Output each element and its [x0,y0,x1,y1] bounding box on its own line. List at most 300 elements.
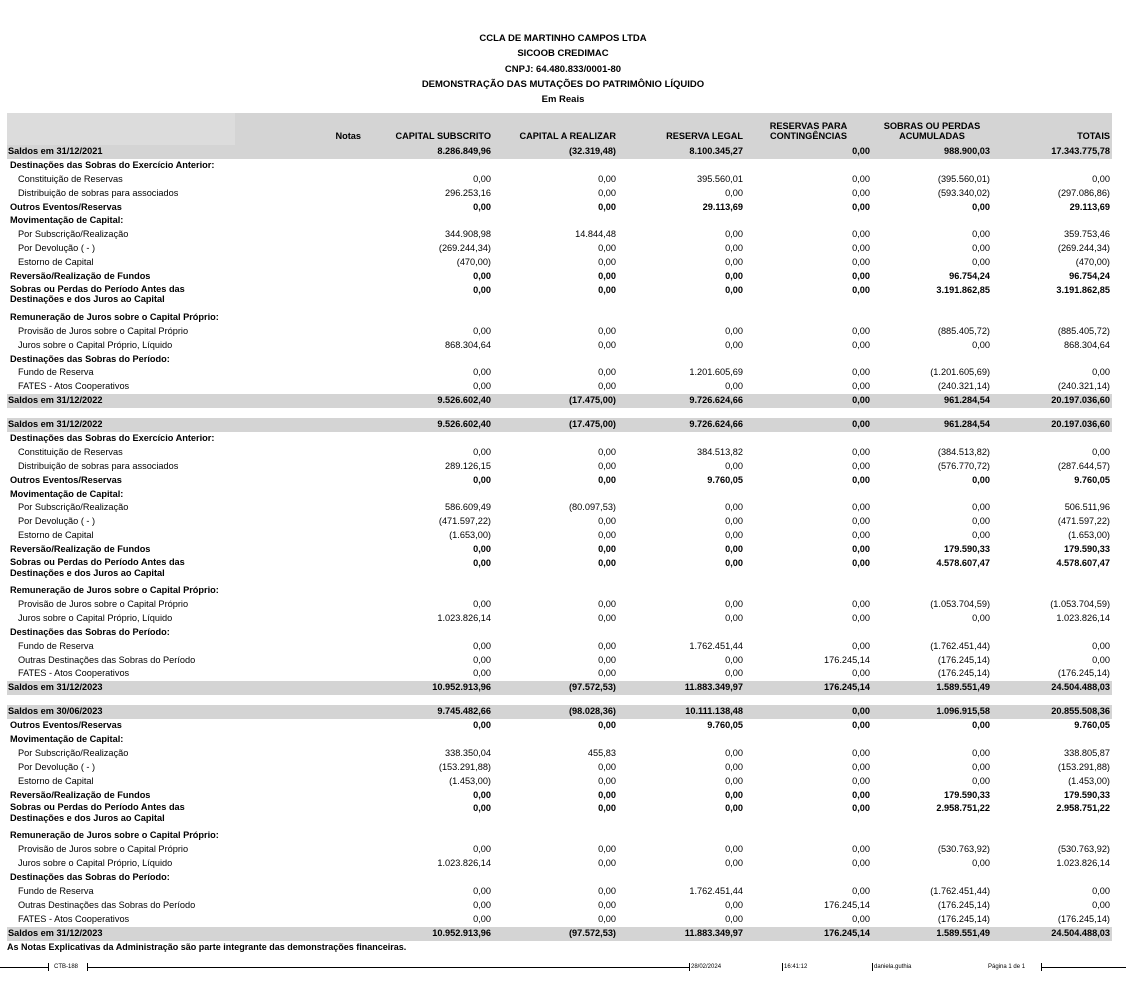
reservas-contingencias-cell: 0,00 [852,474,870,485]
capital-realizar-cell: (98.028,36) [493,705,618,719]
table-row [7,667,1112,681]
sobras-perdas-cell [872,159,992,173]
row-label: Saldos em 31/12/2022 [7,394,235,408]
reserva-legal-cell: 0,00 [725,598,743,609]
capital-realizar-cell: 0,00 [598,803,616,814]
sobras-perdas-cell: 0,00 [972,339,990,350]
row-label: Saldos em 31/12/2023 [7,681,235,695]
sobras-perdas-cell [872,871,992,885]
row-label: Por Subscrição/Realização [18,229,129,240]
notas-cell [235,843,363,857]
capital-realizar-cell: 0,00 [598,858,616,869]
sobras-perdas-cell [872,214,992,228]
row-label: FATES - Atos Cooperativos [18,381,130,392]
reservas-contingencias-cell: 0,00 [852,460,870,471]
reservas-contingencias-cell: 176.245,14 [824,654,870,665]
row-label: Movimentação de Capital: [10,488,124,499]
sobras-perdas-cell: 1.589.551,49 [872,681,992,695]
row-label: Saldos em 30/06/2023 [7,705,235,719]
row-label: Outros Eventos/Reservas [10,201,122,212]
section-row [7,488,1112,502]
notas-cell [235,270,363,284]
capital-realizar-cell: 0,00 [598,720,616,731]
sobras-perdas-cell [872,311,992,325]
notas-cell [235,214,363,228]
row-label: Destinações das Sobras do Período: [10,626,170,637]
reserva-legal-cell [618,159,745,173]
totais-cell: (176.245,14) [1057,913,1110,924]
reservas-contingencias-cell: 0,00 [852,271,870,282]
section-row [7,584,1112,598]
notas-cell [235,394,363,408]
spacer-cell [992,695,1112,705]
section-row [7,159,1112,173]
capital-subscrito-cell [363,311,493,325]
row-label: Por Subscrição/Realização [18,747,129,758]
row-label: Distribuição de sobras para associados [18,187,179,198]
totais-cell: (269.244,34) [1057,243,1110,254]
capital-realizar-cell: (97.572,53) [493,681,618,695]
sobras-perdas-cell: 2.958.751,22 [936,803,990,814]
table-body [7,145,1112,941]
footer-user: daniela.guthia [874,964,912,970]
capital-realizar-cell: 0,00 [598,243,616,254]
capital-subscrito-cell: 9.526.602,40 [363,394,493,408]
reservas-contingencias-cell [745,584,872,598]
column-header-sobras-perdas: SOBRAS OU PERDAS ACUMULADAS [872,113,992,145]
section-row [7,829,1112,843]
footer-rule [1042,967,1126,968]
capital-subscrito-cell [363,584,493,598]
capital-subscrito-cell: 0,00 [473,271,491,282]
capital-realizar-cell: (97.572,53) [493,927,618,941]
capital-realizar-cell: 0,00 [598,325,616,336]
reserva-legal-cell: 11.883.349,97 [618,927,745,941]
reservas-contingencias-cell: 0,00 [852,544,870,555]
totais-cell: 20.197.036,60 [992,418,1112,432]
spacer-cell [7,695,235,705]
table-row [7,256,1112,270]
notas-cell [235,705,363,719]
sobras-perdas-cell [872,733,992,747]
reserva-legal-cell: 395.560,01 [697,173,743,184]
reserva-legal-cell: 0,00 [725,530,743,541]
table-row [7,501,1112,515]
capital-realizar-cell [493,733,618,747]
row-label: Fundo de Reserva [18,367,94,378]
reserva-legal-cell: 9.760,05 [707,720,743,731]
report-header [0,31,1126,107]
reservas-contingencias-cell [745,432,872,446]
column-header-notas: Notas [235,113,363,145]
notas-cell [235,488,363,502]
reserva-legal-cell: 0,00 [725,339,743,350]
capital-subscrito-cell: 0,00 [473,913,491,924]
notas-cell [235,927,363,941]
row-label: Remuneração de Juros sobre o Capital Próprio: [10,311,219,322]
totais-cell: (176.245,14) [1057,668,1110,679]
footer-code: CTB-188 [54,964,79,970]
capital-subscrito-cell: 0,00 [473,899,491,910]
totais-cell: 338.805,87 [1064,747,1110,758]
section-row [7,626,1112,640]
sobras-perdas-cell: (176.245,14) [937,899,990,910]
capital-realizar-cell [493,829,618,843]
row-label: Remuneração de Juros sobre o Capital Próprio: [10,830,219,841]
reserva-legal-cell: 9.726.624,66 [618,418,745,432]
reserva-legal-cell: 0,00 [725,761,743,772]
capital-subscrito-cell [363,829,493,843]
capital-subscrito-cell: (471.597,22) [438,516,491,527]
reserva-legal-cell: 0,00 [725,460,743,471]
table-row [7,529,1112,543]
spacer-cell [235,408,363,418]
capital-realizar-cell: 14.844,48 [575,229,616,240]
reserva-legal-cell: 0,00 [725,271,743,282]
capital-realizar-cell: 0,00 [598,187,616,198]
capital-subscrito-cell: (1.653,00) [449,530,491,541]
notas-cell [235,640,363,654]
sobras-perdas-cell: 1.096.915,58 [872,705,992,719]
capital-subscrito-cell: (1.453,00) [449,775,491,786]
totais-cell: (470,00) [1075,257,1110,268]
notas-cell [235,681,363,695]
reservas-contingencias-cell: 0,00 [852,243,870,254]
row-label: Sobras ou Perdas do Período Antes das Destinações e dos Juros ao Capital [10,802,185,823]
row-label: Remuneração de Juros sobre o Capital Próprio: [10,585,219,596]
sobras-perdas-cell [872,626,992,640]
capital-realizar-cell: 0,00 [598,885,616,896]
notas-cell [235,789,363,803]
capital-subscrito-cell: 296.253,16 [445,187,491,198]
sobras-perdas-cell: (593.340,02) [937,187,990,198]
row-label: Movimentação de Capital: [10,215,124,226]
row-label: Juros sobre o Capital Próprio, Líquido [18,612,173,623]
capital-subscrito-cell: 0,00 [473,789,491,800]
row-label: Sobras ou Perdas do Período Antes das Destinações e dos Juros ao Capital [10,557,185,578]
capital-realizar-cell: 0,00 [598,460,616,471]
reservas-contingencias-cell: 0,00 [852,173,870,184]
notas-cell [235,557,363,584]
row-label: Provisão de Juros sobre o Capital Próprio [18,325,189,336]
table-row [7,325,1112,339]
notas-cell [235,159,363,173]
capital-subscrito-cell: 0,00 [473,367,491,378]
reserva-legal-cell: 0,00 [725,654,743,665]
reservas-contingencias-cell: 0,00 [852,612,870,623]
sobras-perdas-cell: 0,00 [972,502,990,513]
reservas-contingencias-cell: 0,00 [852,558,870,569]
notas-cell [235,366,363,380]
sobras-perdas-cell: (576.770,72) [937,460,990,471]
totais-cell: 29.113,69 [1069,201,1110,212]
cnpj: CNPJ: 64.480.833/0001-80 [504,63,622,75]
capital-subscrito-cell: 0,00 [473,381,491,392]
notas-cell [235,747,363,761]
capital-realizar-cell: 0,00 [598,201,616,212]
sobras-perdas-cell: 961.284,54 [872,418,992,432]
capital-subscrito-cell: 344.908,98 [445,229,491,240]
reservas-contingencias-cell: 0,00 [852,913,870,924]
table-row [7,761,1112,775]
capital-realizar-cell: 0,00 [598,640,616,651]
reserva-legal-cell [618,311,745,325]
capital-realizar-cell: 0,00 [598,668,616,679]
sobras-perdas-cell: (176.245,14) [937,654,990,665]
currency-unit: Em Reais [541,94,585,106]
sobras-perdas-cell: 0,00 [972,229,990,240]
notas-cell [235,829,363,843]
sobras-perdas-cell: 0,00 [972,720,990,731]
sobras-perdas-cell [872,829,992,843]
reservas-contingencias-cell: 0,00 [745,418,872,432]
table-row [7,789,1112,803]
spacer-cell [872,408,992,418]
spacer-cell [745,408,872,418]
footer-tick [689,963,690,971]
section-row [7,871,1112,885]
reservas-contingencias-cell: 0,00 [852,381,870,392]
table-row [7,843,1112,857]
table-row [7,270,1112,284]
capital-subscrito-cell [363,871,493,885]
reservas-contingencias-cell: 0,00 [852,530,870,541]
reserva-legal-cell: 0,00 [725,284,743,295]
totais-cell [992,871,1112,885]
notas-cell [235,761,363,775]
capital-subscrito-cell: 10.952.913,96 [363,681,493,695]
totais-cell: 24.504.488,03 [992,681,1112,695]
reserva-legal-cell: 0,00 [725,558,743,569]
capital-subscrito-cell: 0,00 [473,474,491,485]
footer-tick [782,963,783,971]
equity-changes-table [7,113,1112,941]
notas-cell [235,501,363,515]
capital-subscrito-cell: (269.244,34) [438,243,491,254]
reservas-contingencias-cell: 0,00 [852,516,870,527]
notas-cell [235,654,363,668]
reservas-contingencias-cell: 0,00 [852,284,870,295]
row-label: Outras Destinações das Sobras do Período [18,899,196,910]
reserva-legal-cell: 0,00 [725,325,743,336]
table-row [7,284,1112,311]
reservas-contingencias-cell: 0,00 [852,229,870,240]
capital-realizar-cell [493,159,618,173]
notas-cell [235,311,363,325]
totais-cell: (1.653,00) [1068,530,1110,541]
reservas-contingencias-cell: 0,00 [852,502,870,513]
row-label: Destinações das Sobras do Período: [10,353,170,364]
capital-subscrito-cell: 0,00 [473,668,491,679]
capital-realizar-cell: 0,00 [598,271,616,282]
notas-cell [235,418,363,432]
table-row [7,201,1112,215]
sobras-perdas-cell: 0,00 [972,474,990,485]
totais-cell [992,214,1112,228]
capital-realizar-cell: (80.097,53) [569,502,616,513]
reserva-legal-cell [618,488,745,502]
totais-cell: 20.855.508,36 [992,705,1112,719]
capital-subscrito-cell: 0,00 [473,325,491,336]
capital-realizar-cell [493,214,618,228]
notas-cell [235,380,363,394]
reservas-contingencias-cell: 176.245,14 [824,899,870,910]
capital-subscrito-cell [363,626,493,640]
section-row [7,353,1112,367]
table-row [7,775,1112,789]
notas-cell [235,529,363,543]
table-row [7,598,1112,612]
spacer-cell [872,695,992,705]
spacer-cell [618,695,745,705]
company-name: CCLA DE MARTINHO CAMPOS LTDA [479,33,647,44]
capital-realizar-cell: 0,00 [598,654,616,665]
column-header-row [7,113,1112,145]
totais-cell: 24.504.488,03 [992,927,1112,941]
sobras-perdas-cell: (1.053.704,59) [930,598,990,609]
capital-subscrito-cell [363,353,493,367]
reserva-legal-cell [618,432,745,446]
footer-time: 16:41:12 [784,964,808,970]
totais-cell: 3.191.862,85 [1056,284,1110,295]
totais-cell: 20.197.036,60 [992,394,1112,408]
capital-subscrito-cell [363,432,493,446]
notas-cell [235,802,363,829]
reservas-contingencias-cell: 0,00 [852,747,870,758]
reservas-contingencias-cell: 0,00 [745,705,872,719]
totais-cell: 1.023.826,14 [1056,858,1110,869]
footer-date: 28/02/2024 [691,964,722,970]
totais-cell: (287.644,57) [1057,460,1110,471]
column-header-totais: TOTAIS [992,113,1112,145]
capital-realizar-cell [493,311,618,325]
section-row [7,432,1112,446]
totais-cell [992,488,1112,502]
row-label: Destinações das Sobras do Exercício Anterior: [10,159,215,170]
totais-cell: (471.597,22) [1057,516,1110,527]
sobras-perdas-cell: 961.284,54 [872,394,992,408]
sobras-perdas-cell: (1.201.605,69) [930,367,990,378]
reservas-contingencias-cell: 0,00 [852,201,870,212]
reservas-contingencias-cell: 0,00 [852,761,870,772]
footer-rule [0,967,48,968]
sobras-perdas-cell: (1.762.451,44) [930,885,990,896]
reserva-legal-cell [618,871,745,885]
spacer-cell [992,408,1112,418]
reservas-contingencias-cell: 0,00 [852,858,870,869]
capital-subscrito-cell [363,214,493,228]
reservas-contingencias-cell: 0,00 [852,803,870,814]
capital-realizar-cell: 0,00 [598,530,616,541]
sobras-perdas-cell: 179.590,33 [944,544,990,555]
totais-cell: 506.511,96 [1064,502,1110,513]
reserva-legal-cell [618,829,745,843]
reserva-legal-cell: 8.100.345,27 [618,145,745,159]
row-label: Fundo de Reserva [18,885,94,896]
notas-cell [235,913,363,927]
notas-cell [235,474,363,488]
balance-row [7,418,1112,432]
reserva-legal-cell: 0,00 [725,775,743,786]
totais-cell: 0,00 [1092,899,1110,910]
totais-cell [992,829,1112,843]
notas-cell [235,187,363,201]
notas-cell [235,256,363,270]
capital-subscrito-cell: 0,00 [473,598,491,609]
capital-subscrito-cell: 0,00 [473,885,491,896]
capital-realizar-cell: 0,00 [598,612,616,623]
spacer-cell [493,408,618,418]
capital-subscrito-cell: 8.286.849,96 [363,145,493,159]
totais-cell: 96.754,24 [1069,271,1110,282]
capital-realizar-cell [493,488,618,502]
row-label: Reversão/Realização de Fundos [10,544,151,555]
notas-cell [235,857,363,871]
totais-cell: 17.343.775,78 [992,145,1112,159]
spacer-row [7,408,1112,418]
capital-realizar-cell: 0,00 [598,558,616,569]
totais-cell: 0,00 [1092,885,1110,896]
table-row [7,640,1112,654]
row-label: Estorno de Capital [18,775,94,786]
capital-subscrito-cell: 1.023.826,14 [437,858,491,869]
notas-cell [235,899,363,913]
footer-tick [48,963,49,971]
reservas-contingencias-cell [745,353,872,367]
totais-cell [992,432,1112,446]
sobras-perdas-cell: (530.763,92) [937,844,990,855]
totais-cell: (297.086,86) [1057,187,1110,198]
notas-cell [235,598,363,612]
totais-cell: 9.760,05 [1074,474,1110,485]
sobras-perdas-cell: 0,00 [972,858,990,869]
reservas-contingencias-cell [745,159,872,173]
reserva-legal-cell: 0,00 [725,502,743,513]
capital-realizar-cell: 0,00 [598,173,616,184]
row-label: Estorno de Capital [18,530,94,541]
column-header-capital-realizar: CAPITAL A REALIZAR [493,113,618,145]
notas-cell [235,446,363,460]
reserva-legal-cell [618,626,745,640]
row-label: Provisão de Juros sobre o Capital Próprio [18,844,189,855]
capital-realizar-cell: (32.319,48) [493,145,618,159]
totais-cell: 179.590,33 [1064,544,1110,555]
footnote: As Notas Explicativas da Administração são parte integrante das demonstrações financeiras. [7,942,407,952]
capital-realizar-cell: 0,00 [598,844,616,855]
row-label: Outras Destinações das Sobras do Período [18,654,196,665]
capital-realizar-cell: 0,00 [598,381,616,392]
sobras-perdas-cell: 4.578.607,47 [936,558,990,569]
capital-subscrito-cell: 0,00 [473,558,491,569]
capital-subscrito-cell: 0,00 [473,173,491,184]
row-label: Por Subscrição/Realização [18,502,129,513]
reservas-contingencias-cell [745,733,872,747]
section-row [7,311,1112,325]
capital-realizar-cell: 0,00 [598,899,616,910]
capital-subscrito-cell: 0,00 [473,803,491,814]
notas-cell [235,719,363,733]
footer-rule [88,967,689,968]
reservas-contingencias-cell: 0,00 [852,187,870,198]
totais-cell [992,626,1112,640]
reserva-legal-cell: 0,00 [725,789,743,800]
reservas-contingencias-cell: 0,00 [852,339,870,350]
totais-cell [992,584,1112,598]
reservas-contingencias-cell: 0,00 [852,775,870,786]
capital-subscrito-cell: 0,00 [473,844,491,855]
capital-subscrito-cell: 586.609,49 [445,502,491,513]
table-row [7,380,1112,394]
